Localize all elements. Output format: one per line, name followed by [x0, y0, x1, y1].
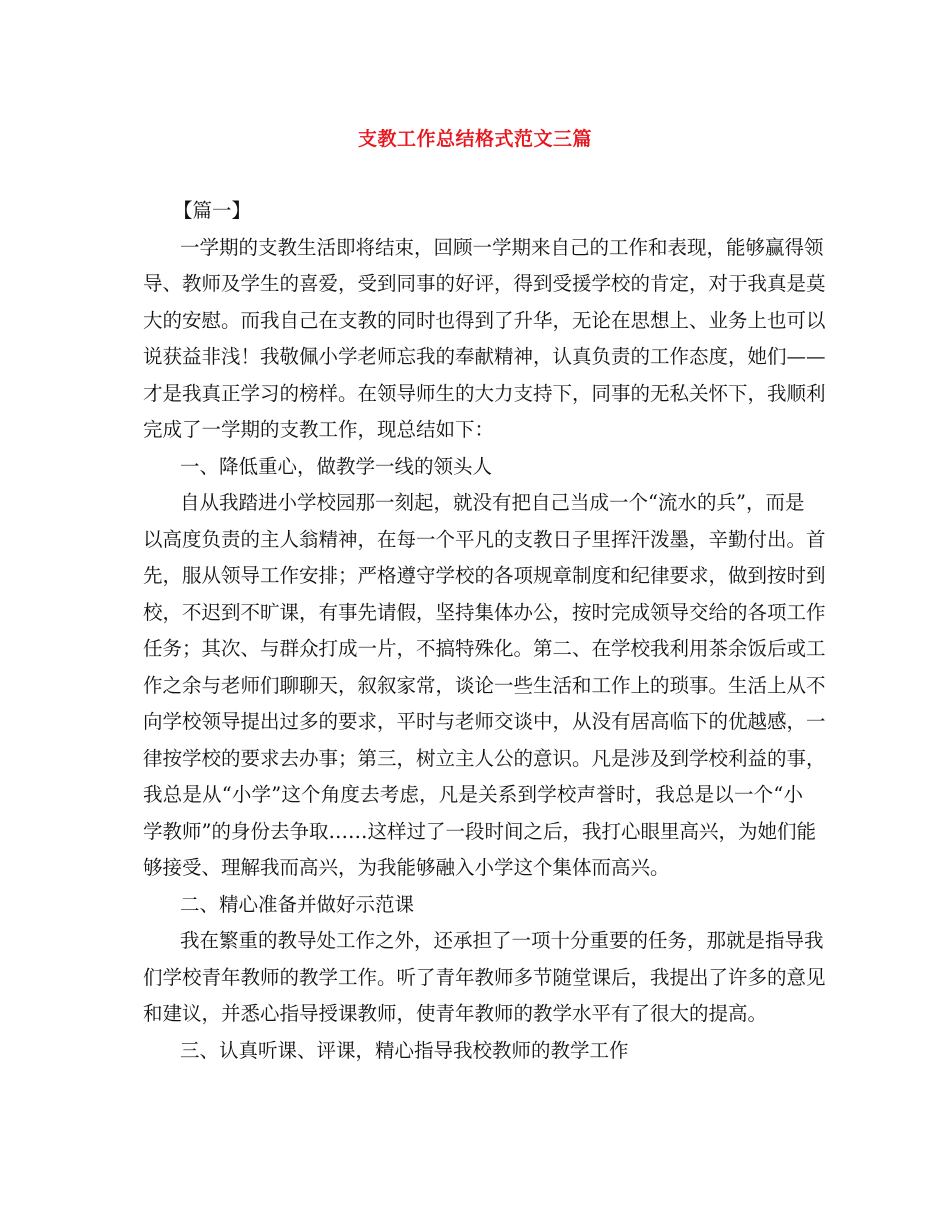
paragraph-line: 向学校领导提出过多的要求，平时与老师交谈中，从没有居高临下的优越感，一 [143, 710, 826, 733]
paragraph-line: 律按学校的要求去办事；第三，树立主人公的意识。凡是涉及到学校利益的事， [143, 746, 826, 770]
paragraph-line: 完成了一学期的支教工作，现总结如下： [143, 418, 495, 441]
paragraph-line: 们学校青年教师的教学工作。听了青年教师多节随堂课后，我提出了许多的意见 [143, 965, 826, 989]
document-body [143, 193, 826, 1069]
paragraph-line: 校，不迟到不旷课，有事先请假，坚持集体办公，按时完成领导交给的各项工作 [143, 600, 826, 624]
paragraph-line: 我总是从“小学”这个角度去考虑，凡是关系到学校声誉时，我总是以一个“小 [143, 783, 803, 806]
paragraph-line: 以高度负责的主人翁精神，在每一个平凡的支教日子里挥汗泼墨，辛勤付出。首 [143, 527, 826, 551]
paragraph-line: 和建议，并悉心指导授课教师，使青年教师的教学水平有了很大的提高。 [143, 1002, 768, 1025]
paragraph-line: 一学期的支教生活即将结束，回顾一学期来自己的工作和表现，能够赢得领 [180, 235, 824, 259]
paragraph-line: 我在繁重的教导处工作之外，还承担了一项十分重要的任务，那就是指导我 [180, 929, 824, 952]
paragraph-line: 导、教师及学生的喜爱，受到同事的好评，得到受援学校的肯定，对于我真是莫 [143, 272, 826, 295]
paragraph-line: 说获益非浅！我敬佩小学老师忘我的奉献精神，认真负责的工作态度，她们—— [143, 345, 826, 368]
paragraph-line: 任务；其次、与群众打成一片，不搞特殊化。第二、在学校我利用茶余饭后或工 [143, 637, 826, 660]
section-heading: 三、认真听课、评课，精心指导我校教师的教学工作 [180, 1038, 629, 1062]
paragraph-line: 大的安慰。而我自己在支教的同时也得到了升华，无论在思想上、业务上也可以 [143, 308, 826, 332]
paragraph-line: 才是我真正学习的榜样。在领导师生的大力支持下，同事的无私关怀下，我顺利 [143, 381, 826, 405]
paragraph-line: 学教师”的身份去争取……这样过了一段时间之后，我打心眼里高兴，为她们能 [143, 819, 816, 843]
paragraph-line: 自从我踏进小学校园那一刻起，就没有把自己当成一个“流水的兵”，而是 [180, 491, 805, 514]
document-title: 支教工作总结格式范文三篇 [357, 128, 592, 150]
paragraph-line: 够接受、理解我而高兴，为我能够融入小学这个集体而高兴。 [143, 856, 670, 879]
paragraph-line: 先，服从领导工作安排；严格遵守学校的各项规章制度和纪律要求，做到按时到 [143, 564, 826, 587]
section-label: 【篇一】 [173, 199, 252, 222]
section-heading: 一、降低重心，做教学一线的领头人 [180, 454, 493, 478]
paragraph-line: 作之余与老师们聊聊天，叙叙家常，谈论一些生活和工作上的琐事。生活上从不 [143, 673, 826, 697]
section-heading: 二、精心准备并做好示范课 [180, 892, 415, 916]
